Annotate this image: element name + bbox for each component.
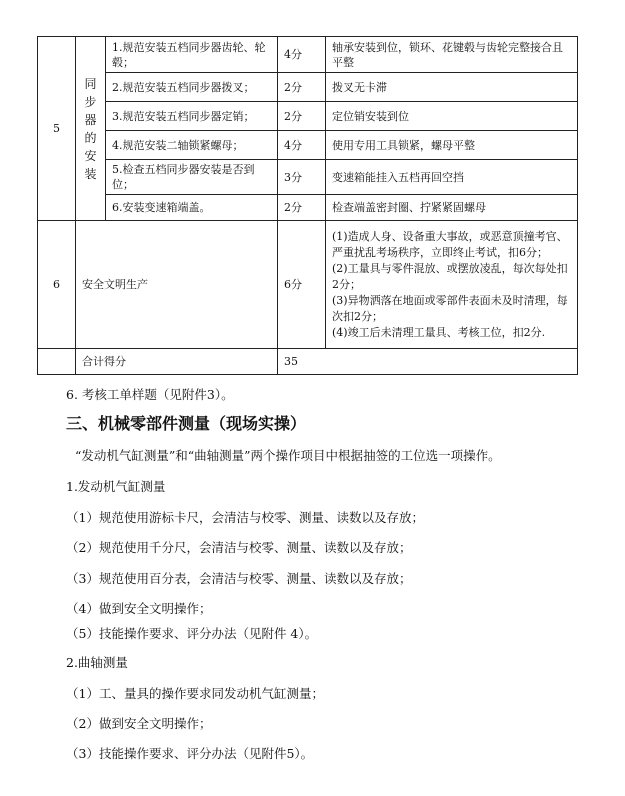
list-item: （2）做到安全文明操作； bbox=[66, 716, 212, 731]
section-number: 6 bbox=[38, 221, 76, 349]
item-points: 4分 bbox=[278, 131, 326, 160]
section-category: 安全文明生产 bbox=[76, 221, 278, 349]
item-points: 2分 bbox=[278, 73, 326, 102]
item-points: 3分 bbox=[278, 160, 326, 195]
item-criteria: 检查端盖密封圈、拧紧紧固螺母 bbox=[326, 195, 578, 221]
item-criteria: 变速箱能挂入五档再回空挡 bbox=[326, 160, 578, 195]
table-row bbox=[38, 349, 578, 375]
item-points: 6分 bbox=[278, 221, 326, 349]
list-item: （3）技能操作要求、评分办法（见附件5）。 bbox=[66, 746, 314, 761]
section-category: 同步器的安装 bbox=[76, 37, 106, 221]
criteria-line: (4)竣工后未清理工量具、考核工位，扣2分. bbox=[332, 325, 546, 339]
paragraph: “发动机气缸测量”和“曲轴测量”两个操作项目中根据抽签的工位选一项操作。 bbox=[75, 448, 501, 463]
list-item: （3）规范使用百分表，会清洁与校零、测量、读数以及存放； bbox=[66, 571, 412, 586]
item-description: 6.安装变速箱端盖。 bbox=[106, 195, 278, 221]
list-item: （5）技能操作要求、评分办法（见附件 4）。 bbox=[66, 626, 318, 641]
criteria-line: (1)造成人身、设备重大事故，或恶意顶撞考官、严重扰乱考场秩序，立即终止考试，扣6分； bbox=[332, 229, 568, 259]
item-criteria: 轴承安装到位，锁环、花键毂与齿轮完整接合且平整 bbox=[326, 37, 578, 73]
item-criteria: 定位销安装到位 bbox=[326, 102, 578, 131]
item-criteria bbox=[326, 221, 578, 349]
scoring-table bbox=[37, 36, 578, 375]
item-criteria: 使用专用工具锁紧，螺母平整 bbox=[326, 131, 578, 160]
item-points: 4分 bbox=[278, 37, 326, 73]
item-points: 2分 bbox=[278, 102, 326, 131]
item-criteria: 拨叉无卡滞 bbox=[326, 73, 578, 102]
subheading: 1.发动机气缸测量 bbox=[66, 479, 166, 494]
table-row bbox=[38, 221, 578, 349]
item-description: 4.规范安装二轴锁紧螺母； bbox=[106, 131, 278, 160]
item-description: 2.规范安装五档同步器拨叉； bbox=[106, 73, 278, 102]
item-points: 2分 bbox=[278, 195, 326, 221]
item-description: 1.规范安装五档同步器齿轮、轮毂； bbox=[106, 37, 278, 73]
subheading: 2.曲轴测量 bbox=[66, 655, 128, 670]
item-description: 5.检查五档同步器安装是否到位； bbox=[106, 160, 278, 195]
item-description: 3.规范安装五档同步器定销； bbox=[106, 102, 278, 131]
table-row bbox=[38, 131, 578, 160]
total-points: 35 bbox=[278, 349, 578, 375]
table-row bbox=[38, 73, 578, 102]
criteria-line: (3)异物洒落在地面或零部件表面未及时清理，每次扣2分； bbox=[332, 293, 568, 323]
table-row bbox=[38, 160, 578, 195]
section-number: 5 bbox=[38, 37, 76, 221]
list-item: （4）做到安全文明操作； bbox=[66, 601, 212, 616]
table-row bbox=[38, 195, 578, 221]
list-item: （1）工、量具的操作要求同发动机气缸测量； bbox=[66, 686, 324, 701]
table-row bbox=[38, 37, 578, 73]
total-label: 合计得分 bbox=[76, 349, 278, 375]
list-item: （1）规范使用游标卡尺，会清洁与校零、测量、读数以及存放； bbox=[66, 510, 424, 525]
list-item: （2）规范使用千分尺，会清洁与校零、测量、读数以及存放； bbox=[66, 540, 412, 555]
criteria-line: (2)工量具与零件混放、或摆放凌乱，每次每处扣2分； bbox=[332, 261, 568, 291]
section-heading: 三、机械零部件测量（现场实操） bbox=[66, 414, 307, 433]
paragraph: 6. 考核工单样题（见附件3）。 bbox=[66, 387, 234, 402]
empty-cell bbox=[38, 349, 76, 375]
table-row bbox=[38, 102, 578, 131]
